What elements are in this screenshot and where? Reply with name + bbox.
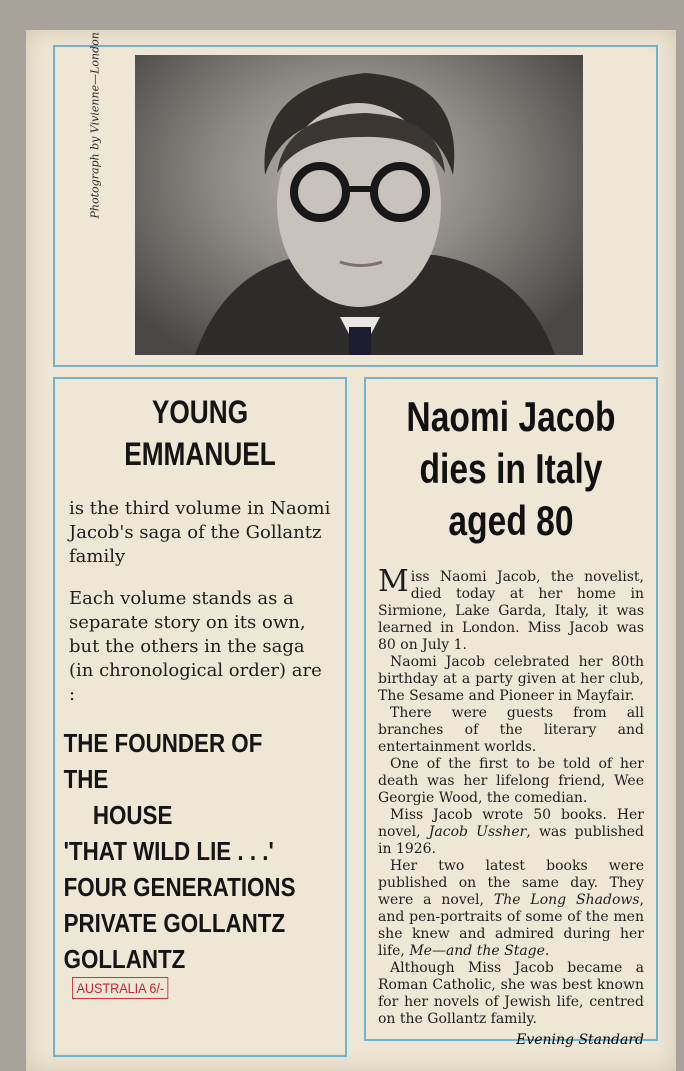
article-paragraph: There were guests from all branches of the literary and entertainment worlds. [378, 705, 644, 755]
paragraph-text: , and pen-portraits of some of the men she knew and admired during her life, [378, 892, 644, 959]
paragraph-text: . [544, 943, 550, 959]
paragraph-text: Miss Jacob wrote 50 books. Her novel, [378, 807, 644, 840]
photo-frame [53, 32, 658, 367]
paragraph-text: iss Naomi Jacob, the novelist, died today at her home in Sirmione, Lake Garda, Italy, it was learned in London. Miss Jacob was 80 on July 1. [378, 569, 644, 653]
article-paragraph: Naomi Jacob celebrated her 80th birthday at a party given at her club, The Sesame and Pioneer in Mayfair. [378, 654, 644, 704]
author-portrait [135, 55, 583, 355]
book-title-line1: YOUNG [151, 394, 249, 430]
article-source: Evening Standard [516, 1032, 644, 1048]
photo-credit: Photograph by Vivienne—London [88, 32, 102, 219]
book-title: The Long Shadows [493, 892, 640, 908]
list-item: THE FOUNDER OF THE [63, 728, 263, 794]
book-intro: is the third volume in Naomi Jacob's saga of the Gollantz family [69, 498, 331, 567]
article-paragraph: One of the first to be told of her death was her lifelong friend, Wee Georgie Wood, the comedian. [378, 756, 644, 806]
article-paragraph: Although Miss Jacob became a Roman Catholic, she was best known for her novels of Jewish life, centred on the Gollantz family. [378, 960, 644, 1027]
book-back-cover [26, 30, 676, 1071]
headline-line3: aged 80 [448, 497, 574, 544]
article-paragraph [378, 807, 644, 858]
list-item: 'THAT WILD LIE . . .' [63, 836, 274, 866]
portrait-illustration [135, 55, 583, 355]
list-item: PRIVATE GOLLANTZ [63, 908, 286, 938]
book-title: Jacob Ussher [428, 824, 527, 840]
obituary-article [366, 564, 656, 1028]
paragraph-text: Her two latest books were published on the same day. They were a novel, [378, 858, 644, 908]
obituary-panel [364, 377, 658, 1048]
headline-line1: Naomi Jacob [406, 393, 616, 440]
book-title: Me—and the Stage [409, 943, 545, 959]
headline-line2: dies in Italy [419, 445, 603, 492]
article-paragraph [378, 858, 644, 960]
list-item: FOUR GENERATIONS [63, 872, 296, 902]
price-tag: AUSTRALIA 6/- [72, 977, 169, 999]
saga-book-list [55, 725, 304, 977]
paragraph-text: , was published in 1926. [378, 824, 644, 857]
list-item-continuation: HOUSE [92, 800, 173, 830]
saga-description: Each volume stands as a separate story on its own, but the others in the saga (in chronological order) are : [69, 588, 322, 705]
book-info-panel [53, 377, 347, 1057]
book-title-line2: EMMANUEL [124, 436, 276, 472]
list-item [64, 797, 296, 833]
drop-cap: M [378, 564, 409, 599]
list-item: GOLLANTZ [63, 944, 186, 974]
article-paragraph [378, 564, 644, 654]
